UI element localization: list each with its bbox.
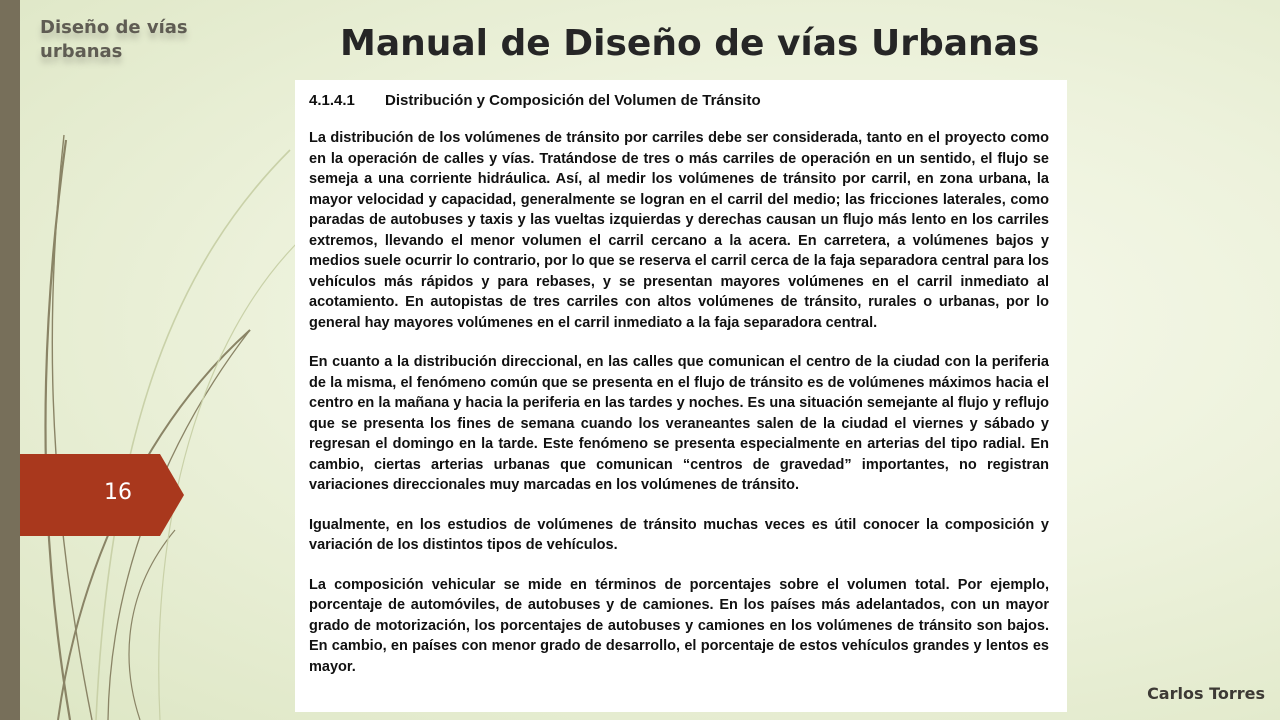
section-number: 4.1.4.1	[309, 92, 355, 109]
author-name: Carlos Torres	[1147, 684, 1265, 703]
section-title: Distribución y Composición del Volumen de Tránsito	[385, 92, 761, 109]
page-number: 16	[104, 480, 132, 505]
paragraph-directional-distribution: En cuanto a la distribución direccional, en las calles que comunican el centro de la ciudad con la periferia de la misma, el fenómeno común que se presenta en el flujo de tránsito es de volúmenes máximos hacia el centro en la mañana y hacia la periferia en las tardes y noches. Es una situación semejante al flujo y reflujo que se presenta los fines de semana cuando los veraneantes salen de la ciudad el viernes y sábado y regresan el domingo en la tarde. Este fenómeno se presenta especialmente en arterias del tipo radial. En cambio, ciertas arterias urbanas que comunican “centros de gravedad” importantes, no registran variaciones direccionales muy marcadas en los volúmenes de tránsito.	[309, 354, 1049, 493]
decorative-curves	[0, 0, 320, 720]
document-scan	[295, 80, 1067, 712]
paragraph-lane-distribution: La distribución de los volúmenes de tránsito por carriles debe ser considerada, tanto en el proyecto como en la operación de calles y vías. Tratándose de tres o más carriles de operación en un sentido, el flujo se semeja a una corriente hidráulica. Así, al medir los volúmenes de tránsito por carril, en zona urbana, la mayor velocidad y capacidad, generalmente se logran en el carril del medio; las fricciones laterales, como paradas de autobuses y taxis y las vueltas izquierdas y derechas causan un flujo más lento en los carriles extremos, llevando el menor volumen el carril cercano a la acera. En carretera, a volúmenes bajos y medios suele ocurrir lo contrario, por lo que se reserva el carril cerca de la faja separadora central para los vehículos más rápidos y para rebases, y se presentan mayores volúmenes en el carril inmediato al acotamiento. En autopistas de tres carriles con altos volúmenes de tránsito, rurales o urbanas, por lo general hay mayores volúmenes en el carril inmediato a la faja separadora central.	[309, 130, 1049, 331]
paragraph-composition-intro: Igualmente, en los estudios de volúmenes de tránsito muchas veces es útil conocer la composición y variación de los distintos tipos de vehículos.	[309, 516, 1049, 553]
section-heading	[309, 91, 1049, 111]
paragraph-vehicle-composition: La composición vehicular se mide en términos de porcentajes sobre el volumen total. Por ejemplo, porcentaje de automóviles, de autobuses y de camiones. En los países más adelantados, con un mayor grado de motorización, los porcentajes de autobuses y camiones en los volúmenes de tránsito son bajos. En cambio, en países con menor grado de desarrollo, el porcentaje de estos vehículos grandes y lentos es mayor.	[309, 576, 1049, 675]
corner-title: Diseño de vías urbanas	[40, 17, 188, 62]
slide-title: Manual de Diseño de vías Urbanas	[340, 23, 1040, 64]
